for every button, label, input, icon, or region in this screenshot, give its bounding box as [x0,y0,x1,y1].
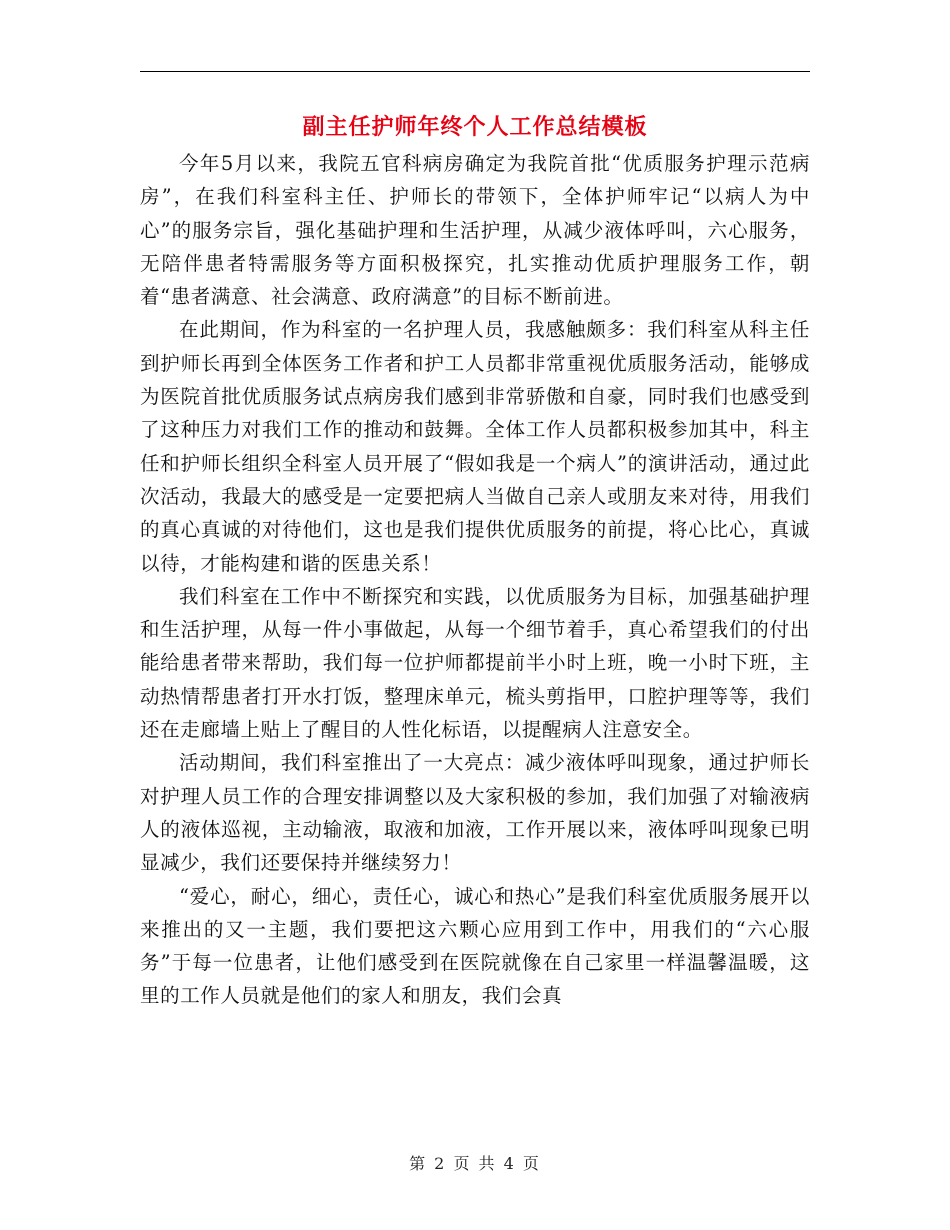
header-rule [140,71,810,72]
paragraph-3: 我们科室在工作中不断探究和实践，以优质服务为目标，加强基础护理和生活护理，从每一件小事做起，从每一个细节着手，真心希望我们的付出能给患者带来帮助，我们每一位护师都提前半小时上班，晚一小时下班，主动热情帮患者打开水打饭，整理床单元，梳头剪指甲，口腔护理等等，我们还在走廊墙上贴上了醒目的人性化标语，以提醒病人注意安全。 [140,584,810,742]
paragraph-5: “爱心，耐心，细心，责任心，诚心和热心”是我们科室优质服务展开以来推出的又一主题，我们要把这六颗心应用到工作中，用我们的“六心服务”于每一位患者，让他们感受到在医院就像在自己家里一样温馨温暖，这里的工作人员就是他们的家人和朋友，我们会真 [140,884,810,1008]
page-number: 第 2 页 共 4 页 [409,1154,541,1173]
paragraph-4: 活动期间，我们科室推出了一大亮点：减少液体呼叫现象，通过护师长对护理人员工作的合理安排调整以及大家积极的参加，我们加强了对输液病人的液体巡视，主动输液，取液和加液，工作开展以来，液体呼叫现象已明显减少，我们还要保持并继续努力！ [140,751,810,875]
document-body [140,147,810,1013]
paragraph-2: 在此期间，作为科室的一名护理人员，我感触颇多：我们科室从科主任到护师长再到全体医务工作者和护工人员都非常重视优质服务活动，能够成为医院首批优质服务试点病房我们感到非常骄傲和自豪，同时我们也感受到了这种压力对我们工作的推动和鼓舞。全体工作人员都积极参加其中，科主任和护师长组织全科室人员开展了“假如我是一个病人”的演讲活动，通过此次活动，我最大的感受是一定要把病人当做自己亲人或朋友来对待，用我们的真心真诚的对待他们，这也是我们提供优质服务的前提，将心比心，真诚以待，才能构建和谐的医患关系！ [140,318,810,575]
document-title: 副主任护师年终个人工作总结模板 [302,114,648,140]
paragraph-1: 今年5月以来，我院五官科病房确定为我院首批“优质服务护理示范病房”，在我们科室科主任、护师长的带领下，全体护师牢记“以病人为中心”的服务宗旨，强化基础护理和生活护理，从减少液体呼叫，六心服务，无陪伴患者特需服务等方面积极探究，扎实推动优质护理服务工作，朝着“患者满意、社会满意、政府满意”的目标不断前进。 [140,152,810,309]
